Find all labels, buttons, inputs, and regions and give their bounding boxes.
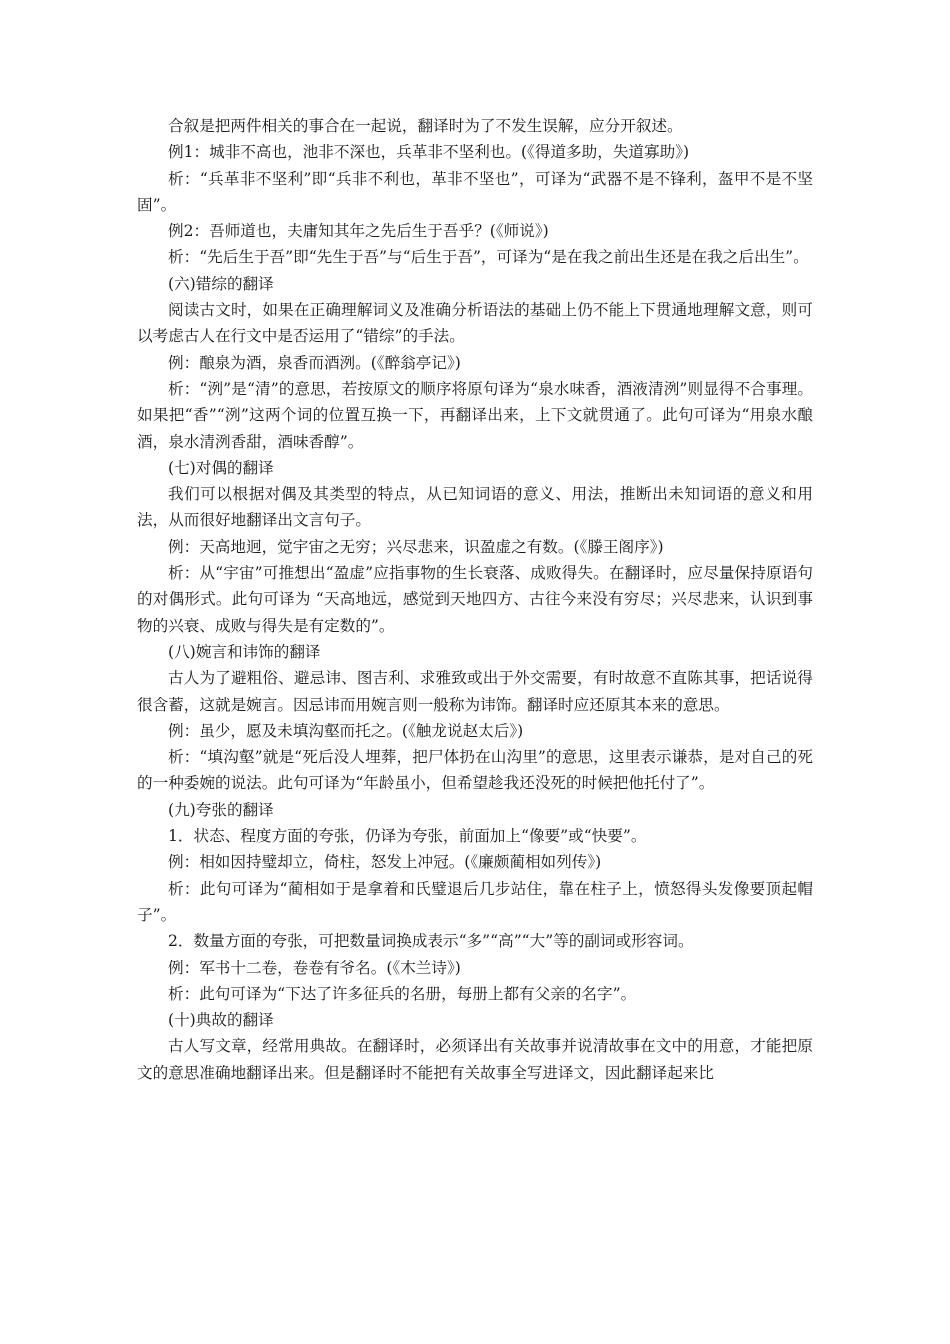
example-sentence: 例：虽少，愿及未填沟壑而托之。(《触龙说赵太后》)	[168, 721, 524, 740]
document-page	[137, 113, 813, 1086]
section-heading: (八)婉言和讳饰的翻译	[168, 642, 321, 661]
section-heading: (十)典故的翻译	[168, 1011, 274, 1030]
analysis-paragraph: 析：从“宇宙”可推想出“盈虚”应指事物的生长衰落、成败得失。在翻译时，应尽量保持原语句的对偶形式。此句可译为 “天高地远，感觉到天地四方、古往今来没有穷尽；兴尽悲来，认识到事物的兴衰、成败与得失是有定数的”。	[137, 564, 813, 635]
example-sentence: 例2：吾师道也，夫庸知其年之先后生于吾乎？(《师说》)	[168, 222, 549, 241]
list-item: 2．数量方面的夸张，可把数量词换成表示“多”“高”“大”等的副词或形容词。	[168, 932, 694, 951]
paragraph: 古人写文章，经常用典故。在翻译时，必须译出有关故事并说清故事在文中的用意，才能把原文的意思准确地翻译出来。但是翻译时不能把有关故事全写进译文，因此翻译起来比	[137, 1037, 813, 1082]
paragraph: 阅读古文时，如果在正确理解词义及准确分析语法的基础上仍不能上下贯通地理解文意，则可以考虑古人在行文中是否运用了“错综”的手法。	[137, 301, 813, 346]
example-sentence: 例：酿泉为酒，泉香而酒洌。(《醉翁亭记》)	[168, 353, 461, 372]
paragraph: 古人为了避粗俗、避忌讳、图吉利、求雅致或出于外交需要，有时故意不直陈其事，把话说得很含蓄，这就是婉言。因忌讳而用婉言则一般称为讳饰。翻译时应还原其本来的意思。	[137, 669, 813, 714]
paragraph: 合叙是把两件相关的事合在一起说，翻译时为了不发生误解，应分开叙述。	[168, 117, 683, 135]
section-heading: (六)错综的翻译	[168, 274, 274, 293]
analysis-paragraph: 析：“洌”是“清”的意思，若按原文的顺序将原句译为“泉水味香，酒液清洌”则显得不合事理。如果把“香”“洌”这两个词的位置互换一下，再翻译出来，上下文就贯通了。此句可译为“用泉水酿酒，泉水清洌香甜，酒味香醇”。	[137, 379, 813, 451]
paragraph: 我们可以根据对偶及其类型的特点，从已知词语的意义、用法，推断出未知词语的意义和用法，从而很好地翻译出文言句子。	[137, 485, 813, 530]
section-heading: (七)对偶的翻译	[168, 458, 274, 477]
example-sentence: 例1：城非不高也，池非不深也，兵革非不坚利也。(《得道多助，失道寡助》)	[168, 143, 690, 162]
analysis-paragraph: 析：“先后生于吾”即“先生于吾”与“后生于吾”，可译为“是在我之前出生还是在我之后出生”。	[168, 248, 809, 267]
analysis-paragraph: 析：“兵革非不坚利”即“兵非不利也，革非不坚也”，可译为“武器不是不锋利，盔甲不是不坚固”。	[137, 169, 813, 214]
analysis-paragraph: 析：此句可译为“蔺相如于是拿着和氏璧退后几步站住，靠在柱子上，愤怒得头发像要顶起帽子”。	[137, 879, 813, 924]
list-item: 1．状态、程度方面的夸张，仍译为夸张，前面加上“像要”或“快要”。	[168, 827, 647, 846]
example-sentence: 例：天高地迥，觉宇宙之无穷；兴尽悲来，识盈虚之有数。(《滕王阁序》)	[168, 537, 664, 556]
analysis-paragraph: 析：此句可译为“下达了许多征兵的名册，每册上都有父亲的名字”。	[168, 984, 637, 1003]
example-sentence: 例：相如因持璧却立，倚柱，怒发上冲冠。(《廉颇蔺相如列传》)	[168, 853, 602, 872]
section-heading: (九)夸张的翻译	[168, 800, 274, 819]
analysis-paragraph: 析：“填沟壑”就是“死后没人埋葬，把尸体扔在山沟里”的意思，这里表示谦恭，是对自己的死的一种委婉的说法。此句可译为“年龄虽小，但希望趁我还没死的时候把他托付了”。	[137, 748, 813, 793]
example-sentence: 例：军书十二卷，卷卷有爷名。(《木兰诗》)	[168, 958, 461, 977]
